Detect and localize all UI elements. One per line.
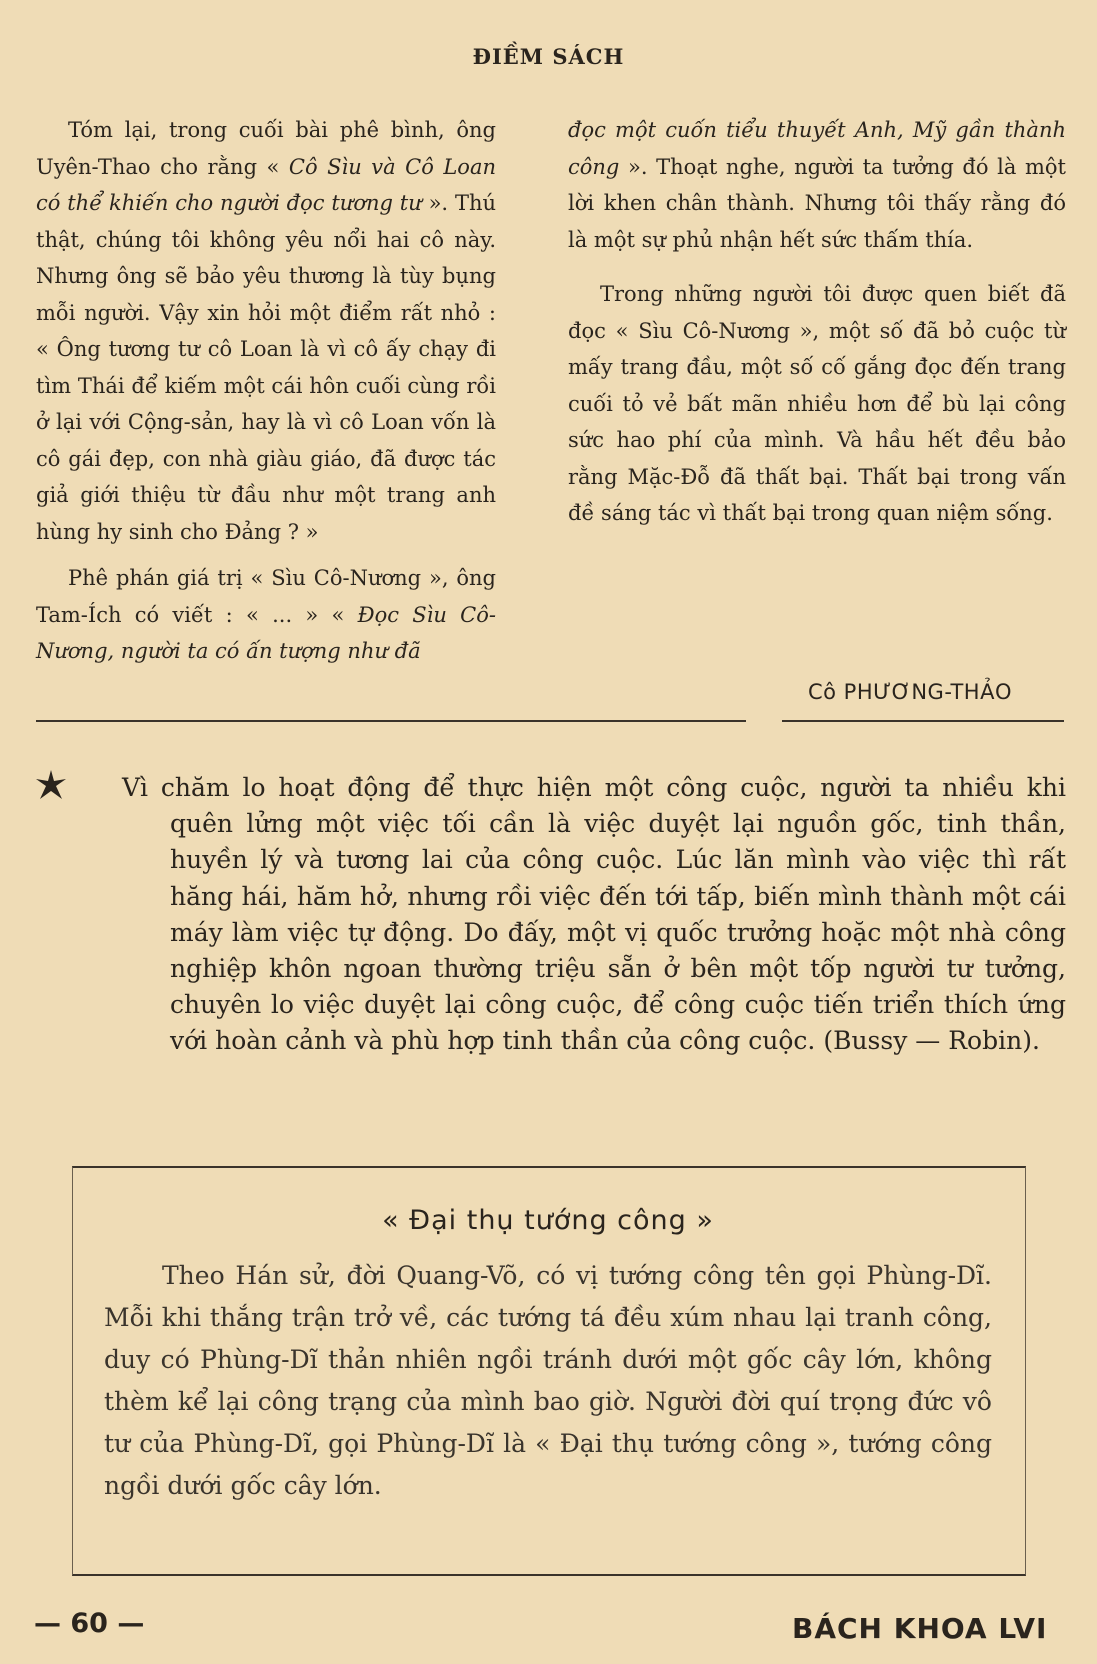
star-icon <box>34 768 68 802</box>
right-column <box>568 112 1066 532</box>
left-paragraph-1 <box>36 112 496 550</box>
quote-block <box>122 770 1066 1060</box>
left-paragraph-2 <box>36 560 496 670</box>
right-paragraph-2: Trong những người tôi được quen biết đã đọc « Sìu Cô-Nương », một số đã bỏ cuộc từ mấy trang đầu, một số cố gắng đọc đến trang cuối tỏ vẻ bất mãn nhiều hơn để bù lại công sức hao phí của mình. Và hầu hết đều bảo rằng Mặc-Đỗ đã thất bại. Thất bại trong vấn đề sáng tác vì thất bại trong quan niệm sống. <box>568 282 1066 525</box>
quote-text: Vì chăm lo hoạt động để thực hiện một công cuộc, người ta nhiều khi quên lửng một việc tối cần là việc duyệt lại nguồn gốc, tinh thần, huyền lý và tương lai của công cuộc. Lúc lăn mình vào việc thì rất hăng hái, hăm hở, nhưng rồi việc đến tới tấp, biến mình thành một cái máy làm việc tự động. Do đấy, một vị quốc trưởng hoặc một nhà công nghiệp khôn ngoan thường triệu sẵn ở bên một tốp người tư tưởng, chuyên lo việc duyệt lại công cuộc, để công cuộc tiến triển thích ứng với hoàn cảnh và phù hợp tinh thần của công cuộc. (Bussy — Robin). <box>122 773 1066 1056</box>
anecdote-text: Theo Hán sử, đời Quang-Võ, có vị tướng công tên gọi Phùng-Dĩ. Mỗi khi thắng trận trở về, các tướng tá đều xúm nhau lại tranh công, duy có Phùng-Dĩ thản nhiên ngồi tránh dưới một gốc cây lớn, không thèm kể lại công trạng của mình bao giờ. Người đời quí trọng đức vô tư của Phùng-Dĩ, gọi Phùng-Dĩ là « Đại thụ tướng công », tướng công ngồi dưới gốc cây lớn. <box>104 1261 992 1500</box>
left-p1-rest: ». Thú thật, chúng tôi không yêu nổi hai cô này. Nhưng ông sẽ bảo yêu thương là tùy bụng mỗi người. Vậy xin hỏi một điểm rất nhỏ : « Ông tương tư cô Loan là vì cô ấy chạy đi tìm Thái để kiếm một cái hôn cuối cùng rồi ở lại với Cộng-sản, hay là vì cô Loan vốn là cô gái đẹp, con nhà giàu giáo, đã được tác giả giới thiệu từ đầu như một trang anh hùng hy sinh cho Đảng ? » <box>36 191 497 544</box>
divider-right <box>782 720 1064 722</box>
anecdote-body <box>104 1255 992 1507</box>
left-p1-italic: Cô Sìu và Cô Loan có thể khiến cho người đọc tương tư <box>36 154 496 215</box>
left-column <box>36 112 496 670</box>
page-header: ĐIỀM SÁCH <box>472 44 625 69</box>
author-signature: Cô PHƯƠNG-THẢO <box>808 680 1012 704</box>
left-p1-text: Tóm lại, trong cuối bài phê bình, ông Uyên-Thao cho rằng « <box>36 118 496 179</box>
right-paragraph-1 <box>568 112 1066 258</box>
right-p1-italic: đọc một cuốn tiểu thuyết Anh, Mỹ gần thành công <box>568 118 1066 179</box>
left-p2-text: Phê phán giá trị « Sìu Cô-Nương », ông Tam-Ích có viết : « ... » « <box>36 566 496 627</box>
page-number: — 60 — <box>34 1608 145 1639</box>
magazine-name: BÁCH KHOA LVI <box>792 1612 1048 1645</box>
divider-left <box>36 720 746 722</box>
anecdote-title: « Đại thụ tướng công » <box>382 1205 714 1236</box>
right-p1-rest: ». Thoạt nghe, người ta tưởng đó là một lời khen chân thành. Nhưng tôi thấy rằng đó là một sự phủ nhận hết sức thấm thía. <box>568 154 1066 252</box>
left-p2-italic: Đọc Sìu Cô-Nương, người ta có ấn tượng như đã <box>36 602 496 663</box>
